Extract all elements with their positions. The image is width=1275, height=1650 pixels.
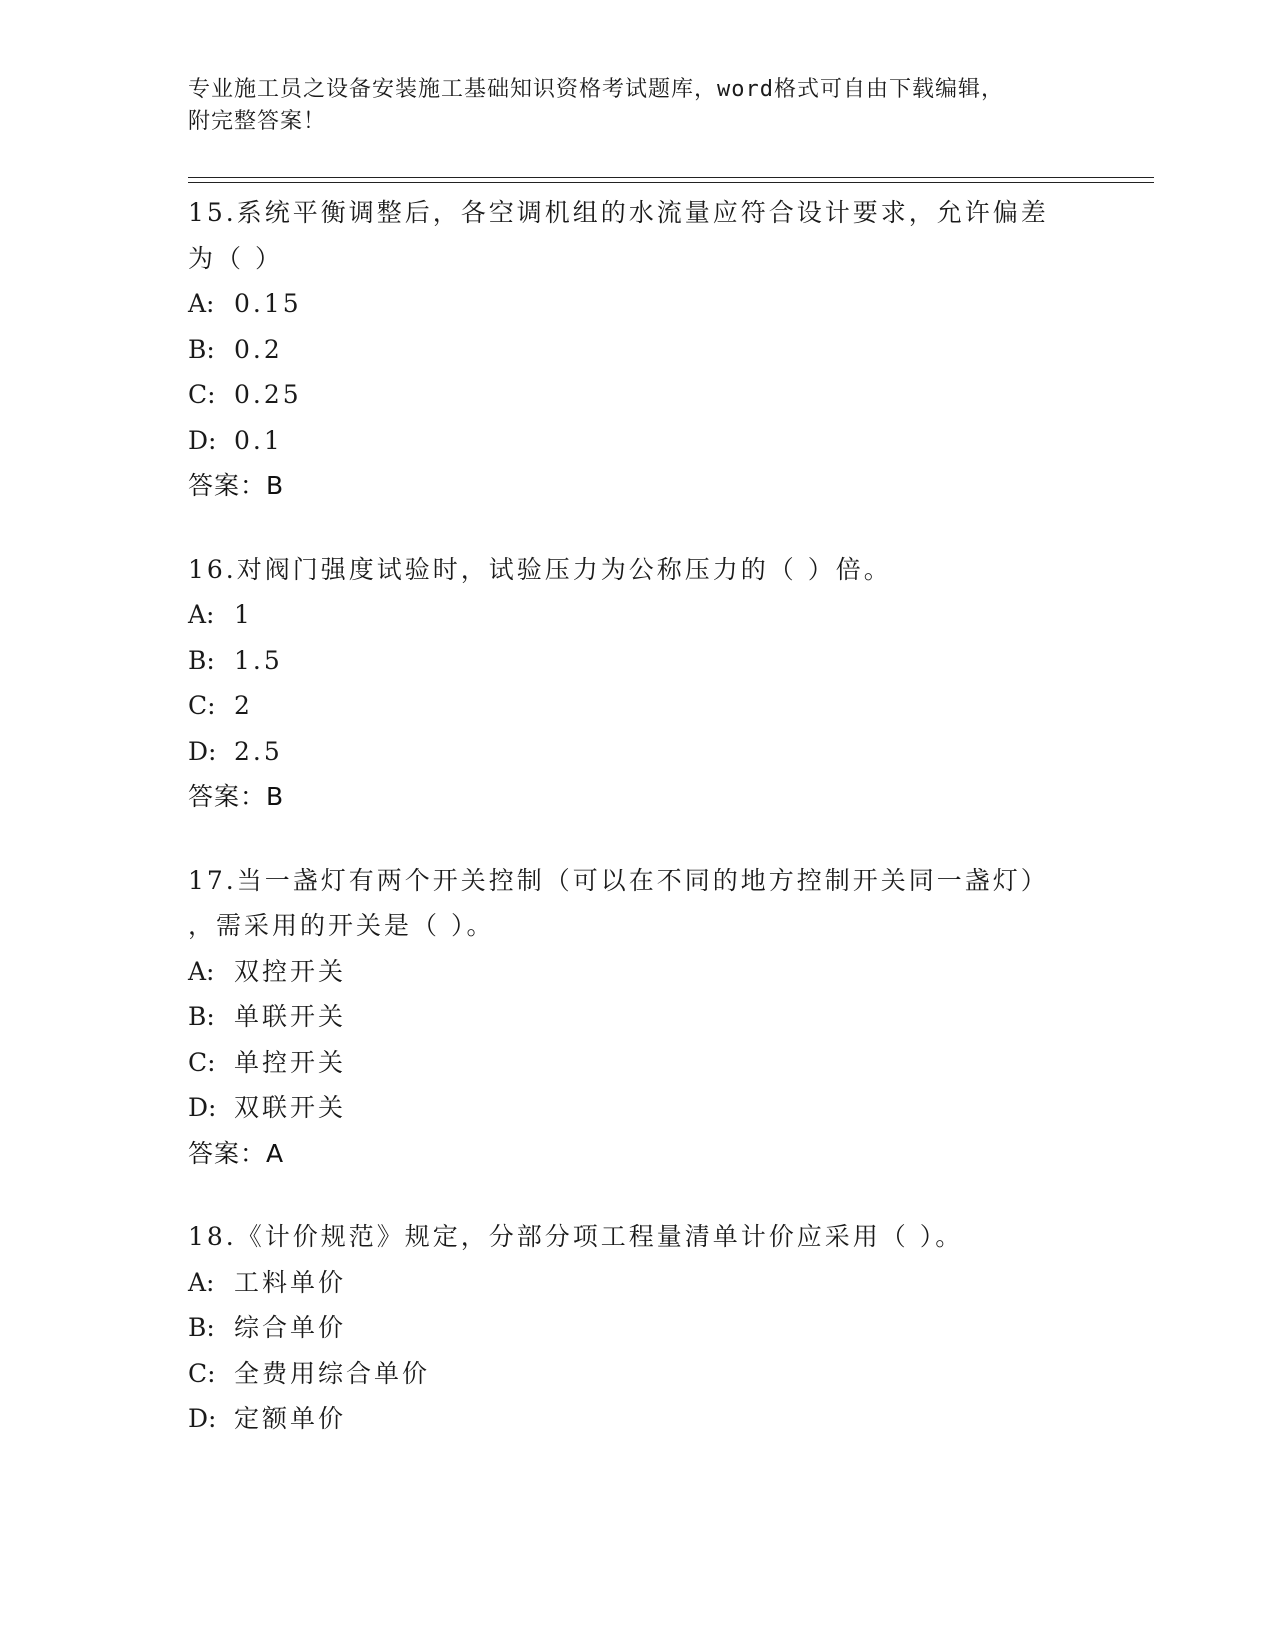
option-text: 0.25	[234, 380, 302, 409]
option-text: 定额单价	[234, 1404, 347, 1433]
option-text: 双控开关	[234, 956, 347, 986]
option-letter: C:	[188, 1358, 216, 1388]
option-d	[188, 729, 1088, 775]
option-b	[188, 638, 1088, 684]
option-letter: B:	[188, 1313, 215, 1342]
question-stem-line: 16.对阀门强度试验时，试验压力为公称压力的（ ）倍。	[188, 554, 892, 584]
option-a	[188, 949, 1088, 995]
option-a	[188, 281, 1088, 327]
header-divider-bottom	[188, 182, 1154, 183]
option-a	[188, 592, 1088, 638]
option-text: 单控开关	[234, 1047, 347, 1077]
header-line-2: 附完整答案！	[188, 109, 327, 134]
option-text: 全费用综合单价	[234, 1358, 431, 1388]
option-letter: B:	[188, 1002, 215, 1031]
option-letter: B:	[188, 645, 215, 675]
option-c	[188, 1040, 1088, 1086]
header-line-1: 专业施工员之设备安装施工基础知识资格考试题库，word格式可自由下载编辑，	[188, 77, 1004, 102]
option-d	[188, 1085, 1088, 1131]
option-text: 0.2	[234, 334, 283, 364]
option-letter: A:	[188, 289, 215, 318]
option-d	[188, 418, 1088, 464]
option-text: 0.15	[234, 289, 302, 318]
answer-line: 答案：A	[188, 1138, 285, 1168]
option-c	[188, 683, 1088, 729]
option-letter: A:	[188, 600, 215, 629]
option-text: 0.1	[234, 425, 283, 455]
option-b	[188, 1305, 1088, 1351]
option-letter: D:	[188, 1404, 217, 1433]
option-b	[188, 994, 1088, 1040]
option-c	[188, 1351, 1088, 1397]
option-text: 工料单价	[234, 1267, 347, 1297]
question-item	[188, 190, 1088, 509]
option-letter: D:	[188, 736, 217, 766]
option-text: 2	[234, 691, 253, 720]
option-letter: C:	[188, 1047, 216, 1077]
option-letter: C:	[188, 380, 216, 409]
option-c	[188, 372, 1088, 418]
question-item	[188, 858, 1088, 1177]
question-list	[188, 190, 1088, 1480]
question-stem-line: 15.系统平衡调整后，各空调机组的水流量应符合设计要求，允许偏差	[188, 198, 1049, 227]
option-letter: B:	[188, 334, 215, 364]
option-letter: D:	[188, 1093, 217, 1122]
option-b	[188, 327, 1088, 373]
question-stem-line: 17.当一盏灯有两个开关控制（可以在不同的地方控制开关同一盏灯）	[188, 865, 1049, 895]
question-item	[188, 1214, 1088, 1442]
option-text: 单联开关	[234, 1002, 347, 1031]
option-d	[188, 1396, 1088, 1442]
option-letter: A:	[188, 956, 215, 986]
option-letter: C:	[188, 691, 216, 720]
option-letter: A:	[188, 1267, 215, 1297]
header-divider-top	[188, 177, 1154, 178]
option-text: 2.5	[234, 736, 283, 766]
answer-line: 答案：B	[188, 471, 285, 500]
option-text: 双联开关	[234, 1093, 347, 1122]
question-stem-line: 为（ ）	[188, 243, 283, 273]
option-text: 1.5	[234, 645, 283, 675]
question-stem-line: 18.《计价规范》规定，分部分项工程量清单计价应采用（ ）。	[188, 1222, 964, 1251]
option-letter: D:	[188, 425, 217, 455]
question-stem-line: ，需采用的开关是（ ）。	[188, 911, 495, 940]
option-text: 综合单价	[234, 1313, 347, 1342]
document-header	[188, 74, 1088, 138]
answer-line: 答案：B	[188, 782, 285, 811]
option-text: 1	[234, 600, 253, 629]
question-item	[188, 547, 1088, 820]
option-a	[188, 1260, 1088, 1306]
